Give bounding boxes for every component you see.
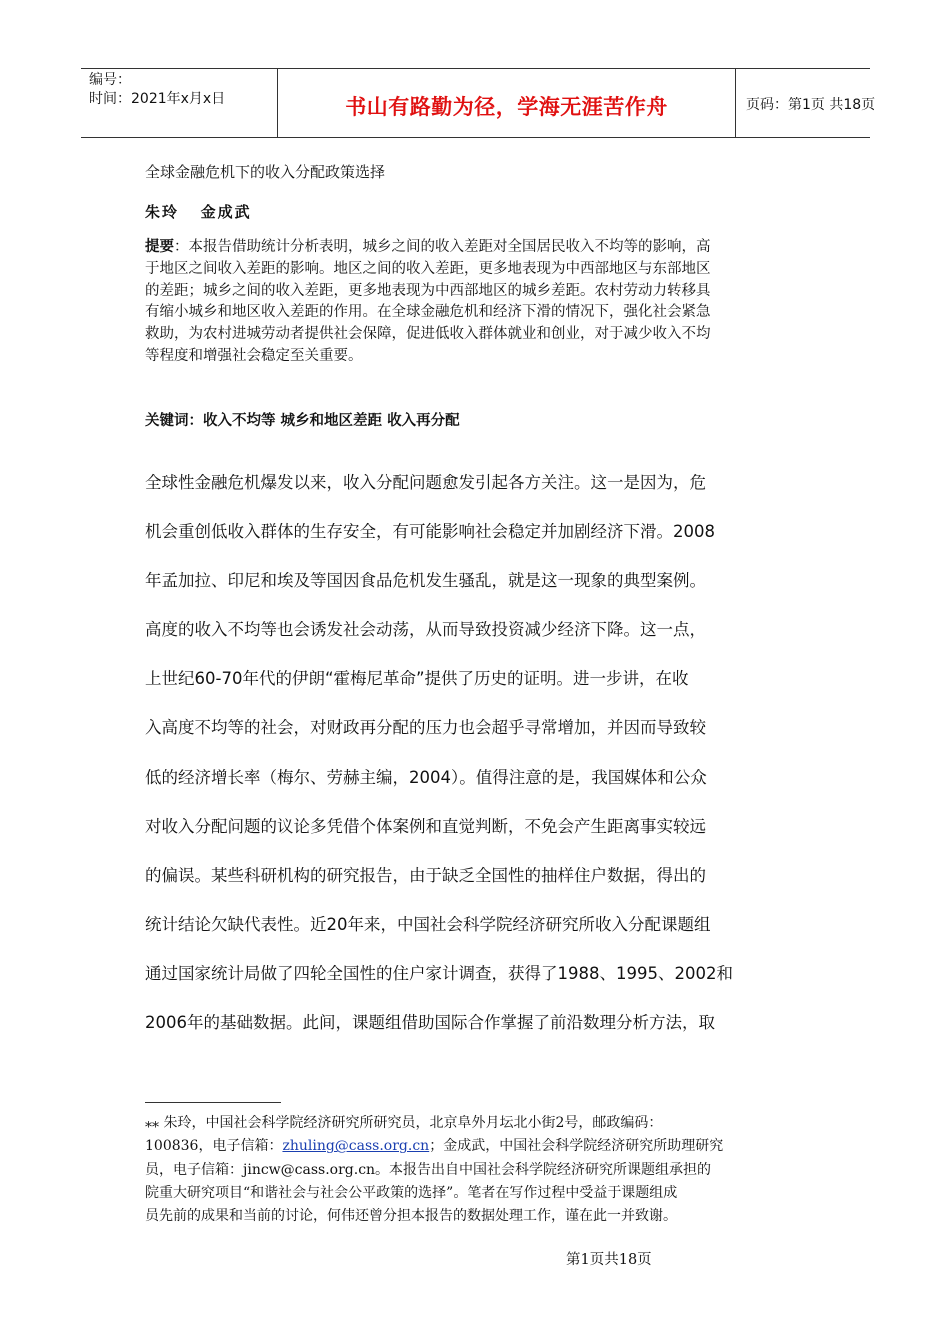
header-info-cell: [81, 69, 278, 137]
footnote-separator: [145, 1102, 281, 1103]
header-page-number: 页码：第1页 共18页: [746, 97, 876, 113]
footnote: [145, 1112, 815, 1228]
abstract-line: 有缩小城乡和地区收入差距的作用。在全球金融危机和经济下滑的情况下，强化社会紧急: [145, 304, 711, 321]
header-motto: 书山有路勤为径，学海无涯苦作舟: [345, 95, 668, 119]
footnote-line: 院重大研究项目“和谐社会与社会公平政策的选择”。笔者在写作过程中受益于课题组成: [145, 1184, 678, 1201]
keywords: 关键词：收入不均等 城乡和地区差距 收入再分配: [145, 412, 460, 429]
abstract-label: 提要: [145, 238, 174, 255]
document-authors: 朱玲 金成武: [145, 203, 252, 221]
abstract-line: 的差距；城乡之间的收入差距，更多地表现为中西部地区的城乡差距。农村劳动力转移具: [145, 282, 711, 299]
body-line: 低的经济增长率（梅尔、劳赫主编，2004）。值得注意的是，我国媒体和公众: [145, 767, 707, 787]
body-line: 上世纪60-70年代的伊朗“霍梅尼革命”提供了历史的证明。进一步讲，在收: [145, 669, 689, 689]
body-line: 入高度不均等的社会，对财政再分配的压力也会超乎寻常增加，并因而导致较: [145, 718, 706, 738]
footnote-line: 100836，电子信箱：zhuling@cass.org.cn；金成武，中国社会科学院经济研究所助理研究: [145, 1138, 724, 1155]
page-header: [81, 68, 876, 138]
abstract-line: 等程度和增强社会稳定至关重要。: [145, 347, 363, 364]
abstract-line: 于地区之间收入差距的影响。地区之间的收入差距，更多地表现为中西部地区与东部地区: [145, 260, 711, 277]
header-motto-cell: [278, 69, 736, 137]
footnote-line: 员先前的成果和当前的讨论，何伟还曾分担本报告的数据处理工作，谨在此一并致谢。: [145, 1208, 677, 1225]
email-link[interactable]: zhuling@cass.org.cn: [282, 1138, 430, 1155]
doc-time-label: 时间：2021年x月x日: [89, 91, 226, 107]
body-line: 2006年的基础数据。此间，课题组借助国际合作掌握了前沿数理分析方法，取: [145, 1013, 715, 1033]
footnote-line: ⁎⁎ 朱玲，中国社会科学院经济研究所研究员，北京阜外月坛北小街2号，邮政编码：: [145, 1115, 663, 1131]
body-line: 对收入分配问题的议论多凭借个体案例和直觉判断，不免会产生距离事实较远: [145, 816, 706, 836]
footnote-line: 员，电子信箱：jincw@cass.org.cn。本报告出自中国社会科学院经济研究所课题组承担的: [145, 1161, 712, 1178]
abstract-line: 救助，为农村进城劳动者提供社会保障，促进低收入群体就业和创业，对于减少收入不均: [145, 326, 711, 343]
body-line: 高度的收入不均等也会诱发社会动荡，从而导致投资减少经济下降。这一点，: [145, 620, 706, 640]
body-line: 全球性金融危机爆发以来，收入分配问题愈发引起各方关注。这一是因为，危: [145, 473, 706, 492]
abstract: [145, 236, 807, 368]
body-line: 年孟加拉、印尼和埃及等国因食品危机发生骚乱，就是这一现象的典型案例。: [145, 571, 706, 591]
body-text: [145, 468, 805, 1057]
doc-code-label: 编号：: [89, 72, 131, 88]
page-footer: 第1页共18页: [566, 1252, 652, 1268]
body-line: 机会重创低收入群体的生存安全，有可能影响社会稳定并加剧经济下滑。2008: [145, 522, 715, 542]
body-line: 通过国家统计局做了四轮全国性的住户家计调查，获得了1988、1995、2002和: [145, 963, 733, 983]
document-title: 全球金融危机下的收入分配政策选择: [145, 163, 386, 181]
body-line: 统计结论欠缺代表性。近20年来，中国社会科学院经济研究所收入分配课题组: [145, 914, 711, 934]
header-page-cell: [736, 69, 876, 137]
abstract-line: 提要：本报告借助统计分析表明，城乡之间的收入差距对全国居民收入不均等的影响，高: [145, 238, 711, 255]
body-line: 的偏误。某些科研机构的研究报告，由于缺乏全国性的抽样住户数据，得出的: [145, 865, 706, 885]
